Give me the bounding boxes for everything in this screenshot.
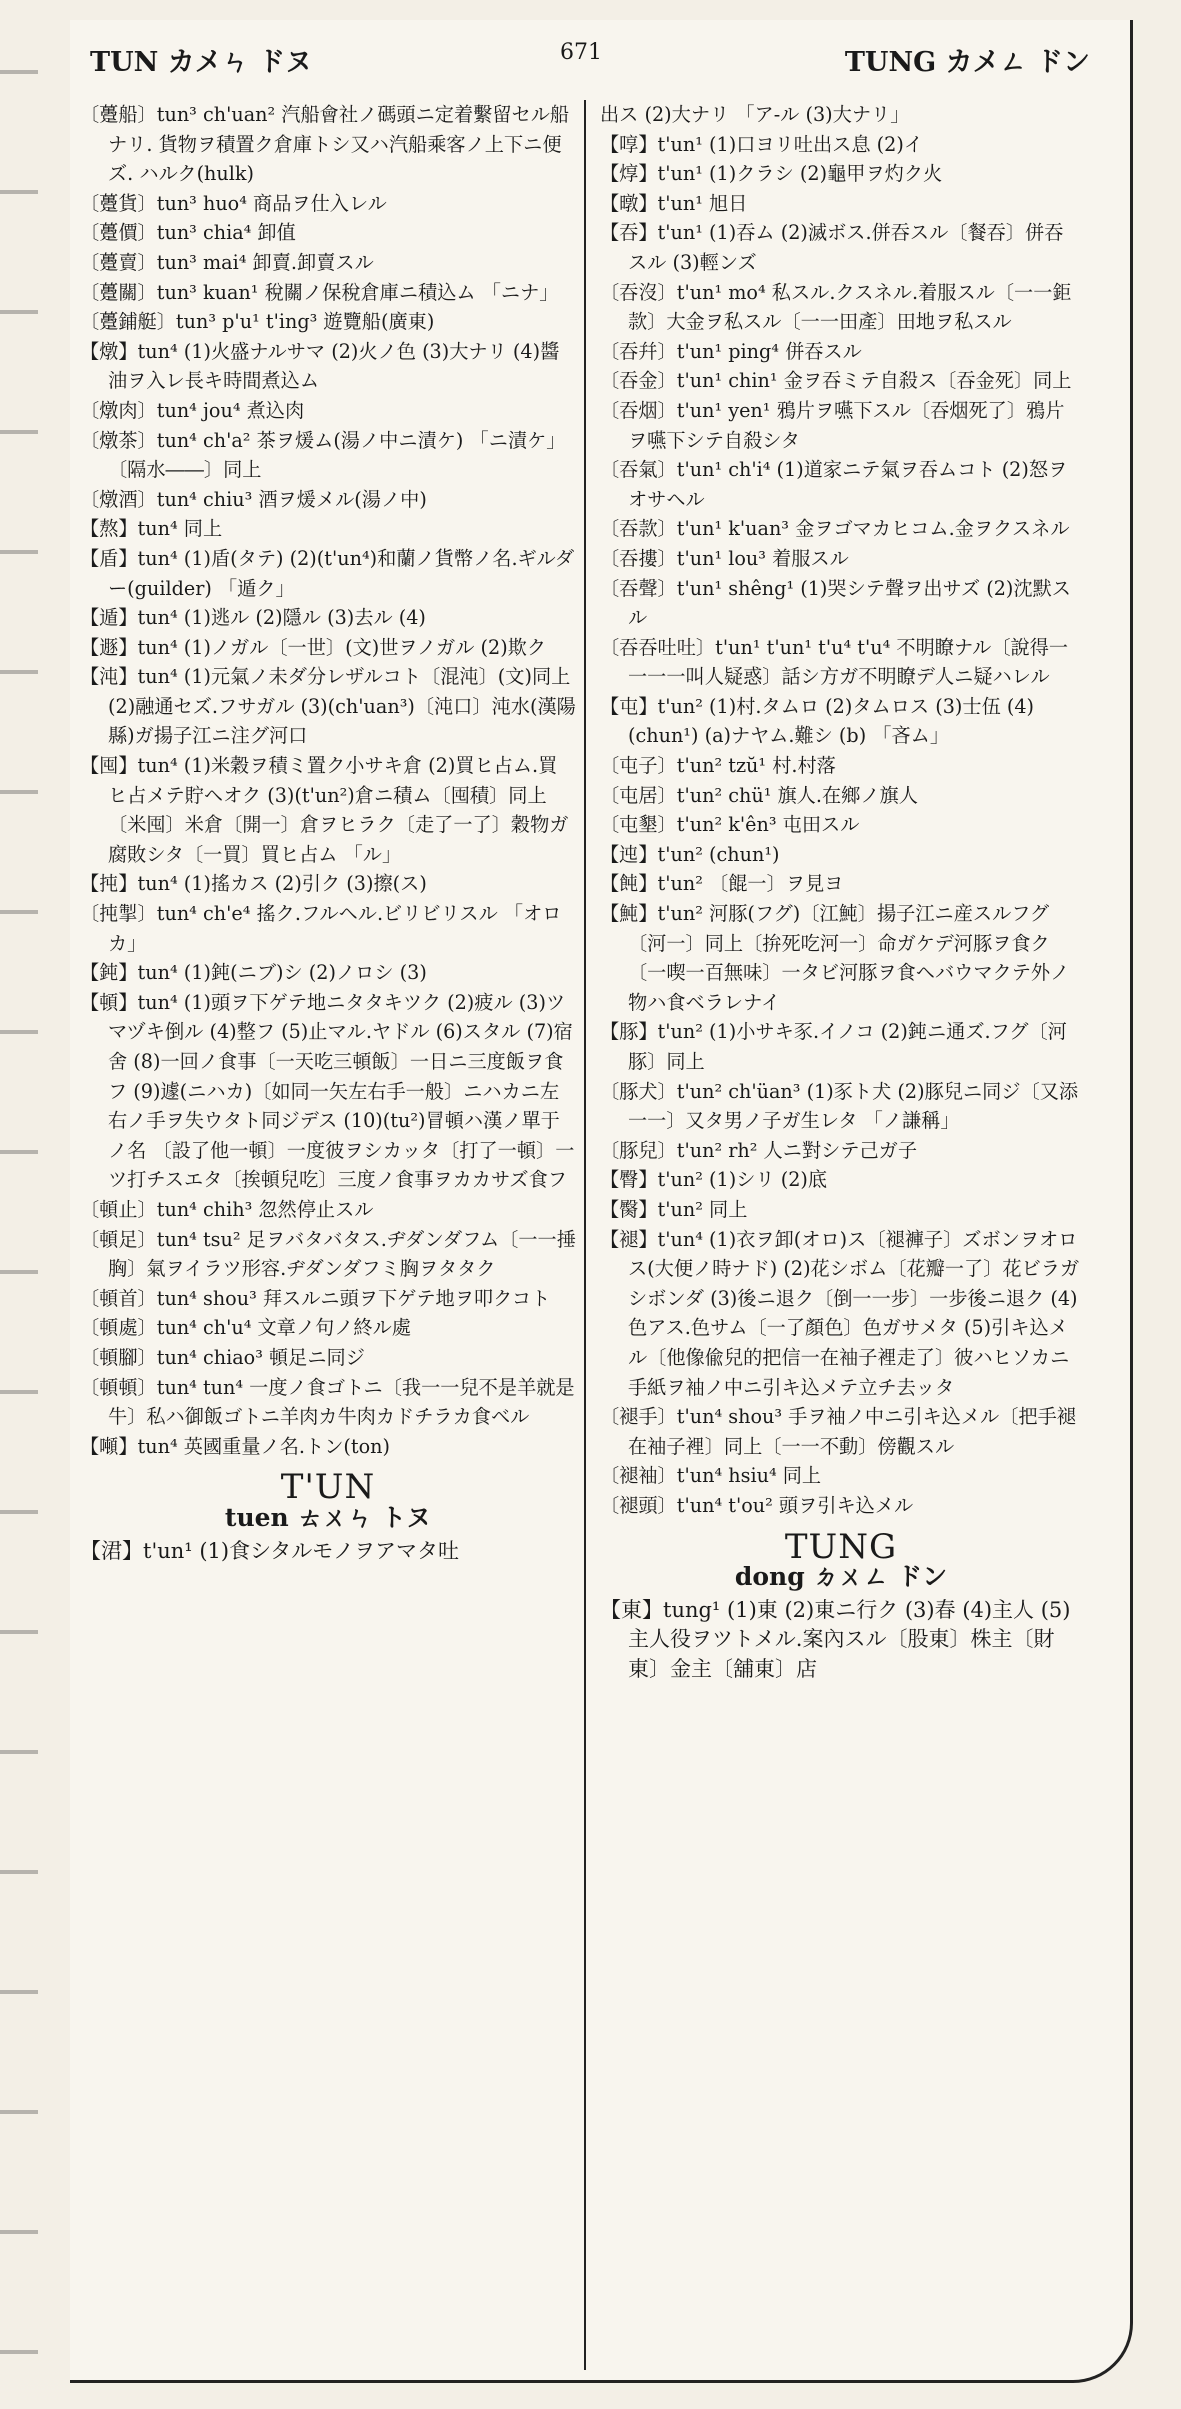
right-entry-list [600, 100, 1082, 1521]
dictionary-entry: 出ス (2)大ナリ 「ア-ル (3)大ナリ」 [600, 103, 910, 126]
section-heading-tung [600, 1526, 1082, 1592]
dictionary-entry: 〔屯子〕t'un² tzŭ¹ 村.村落 [600, 754, 836, 778]
dictionary-entry: 【豚】t'un² (1)小サキ豕.イノコ (2)鈍ニ通ズ.フグ〔河豚〕同上 [600, 1020, 1067, 1073]
dictionary-entry: 〔吞款〕t'un¹ k'uan³ 金ヲゴマカヒコム.金ヲクスネル [600, 517, 1070, 541]
dictionary-entry: 〔豚兒〕t'un² rh² 人ニ對シテ己ガ子 [600, 1138, 918, 1162]
dictionary-entry: 【頓】tun⁴ (1)頭ヲ下ゲテ地ニタタキツク (2)疲ル (3)ツマヅキ倒ル (4)整フ (5)止マル.ヤドル (6)スタル (7)宿舍 (8)一回ノ食事〔一天吃三頓飯〕一日ニ三度飯ヲ食フ (9)遽(ニハカ)〔如同一矢左右手一般〕ニハカニ左右ノ手ヲ失ウタト同ジデス (10)(tu²)冒頓ハ漢ノ單于ノ名 〔設了他一頓〕一度彼ヲシカッタ〔打了一頓〕一ツ打チスエタ〔挨頓兒吃〕三度ノ食事ヲカカサズ食フ [80, 990, 575, 1192]
page-binding-edge [0, 0, 38, 2409]
dictionary-entry: 〔吞聲〕t'un¹ shêng¹ (1)哭シテ聲ヲ出サズ (2)沈默スル [600, 576, 1071, 630]
dictionary-entry: 〔頓頓〕tun⁴ tun⁴ 一度ノ食ゴトニ〔我一一兒不是羊就是牛〕私ハ御飯ゴトニ羊肉カ牛肉カドチラカ食ベル [80, 1375, 575, 1429]
dictionary-entry: 【迍】t'un² (chun¹) [600, 842, 780, 866]
dictionary-entry: 〔頓腳〕tun⁴ chiao³ 頓足ニ同ジ [80, 1345, 365, 1369]
dictionary-entry: 〔褪手〕t'un⁴ shou³ 手ヲ袖ノ中ニ引キ込メル〔把手褪在袖子裡〕同上〔一一不動〕傍觀スル [600, 1405, 1076, 1458]
dictionary-entry: 【燉】tun⁴ (1)火盛ナルサマ (2)火ノ色 (3)大ナリ (4)醬油ヲ入レ長キ時間煮込ム [80, 339, 560, 393]
dictionary-entry: 【熬】tun⁴ 同上 [80, 517, 223, 541]
dictionary-entry: 【盾】tun⁴ (1)盾(タテ) (2)(t'un⁴)和蘭ノ貨幣ノ名.ギルダー(guilder) 「遁ク」 [80, 546, 575, 600]
section-title: TUNG [784, 1526, 898, 1567]
dictionary-entry: 〔躉賣〕tun³ mai⁴ 卸賣.卸賣スル [80, 250, 374, 274]
dictionary-entry: 〔吞幷〕t'un¹ ping⁴ 併吞スル [600, 339, 862, 363]
dictionary-entry: 〔褪袖〕t'un⁴ hsiu⁴ 同上 [600, 1464, 822, 1488]
section-title: T'UN [280, 1467, 376, 1508]
dictionary-entry: 【遁】tun⁴ (1)逃ル (2)隱ル (3)去ル (4) [80, 606, 426, 630]
dictionary-entry: 【沌】tun⁴ (1)元氣ノ未ダ分レザルコト〔混沌〕(文)同上 (2)融通セズ.フサガル (3)(ch'uan³)〔沌口〕沌水(漢陽縣)ガ揚子江ニ注グ河口 [80, 665, 576, 748]
dictionary-entry: 〔躉貨〕tun³ huo⁴ 商品ヲ仕入レル [80, 191, 387, 215]
dictionary-entry: 〔吞摟〕t'un¹ lou³ 着服スル [600, 546, 849, 570]
dictionary-entry: 【暾】t'un¹ 旭日 [600, 191, 748, 215]
dictionary-entry: 〔燉酒〕tun⁴ chiu³ 酒ヲ煖メル(湯ノ中) [80, 487, 427, 511]
dictionary-entry: 〔扽掣〕tun⁴ ch'e⁴ 搖ク.フルヘル.ビリビリスル 「オロカ」 [80, 902, 562, 955]
dictionary-entry: 〔屯居〕t'un² chü¹ 旗人.在鄉ノ旗人 [600, 783, 918, 807]
dictionary-entry: 【臋】t'un² 同上 [600, 1197, 748, 1221]
dictionary-entry: 〔吞吞吐吐〕t'un¹ t'un¹ t'u⁴ t'u⁴ 不明瞭ナル〔說得一一一一叫人疑惑〕話シ方ガ不明瞭デ人ニ疑ハレル [600, 635, 1069, 689]
section-heading-tun-aspirated [80, 1467, 576, 1532]
dictionary-entry: 【啍】t'un¹ (1)口ヨリ吐出ス息 (2)イ [600, 132, 924, 156]
right-column [600, 100, 1082, 2370]
dictionary-entry: 〔頓止〕tun⁴ chih³ 忽然停止スル [80, 1197, 374, 1221]
section-subtitle: dong ㄉㄨㄥ ドン [734, 1562, 948, 1592]
dictionary-entry: 〔躉價〕tun³ chia⁴ 卸值 [80, 221, 296, 245]
page-number: 671 [560, 40, 602, 65]
dictionary-entry: 〔吞沒〕t'un¹ mo⁴ 私スル.クスネル.着服スル〔一一鉅款〕大金ヲ私スル〔一一田產〕田地ヲ私スル [600, 280, 1072, 334]
dictionary-entry: 〔頓處〕tun⁴ ch'u⁴ 文章ノ句ノ終ル處 [80, 1316, 411, 1340]
dictionary-entry: 【焞】t'un¹ (1)クラシ (2)龜甲ヲ灼ク火 [600, 162, 943, 186]
dictionary-entry: 【魨】t'un² 河豚(フグ)〔江魨〕揚子江ニ産スルフグ〔河一〕同上〔拚死吃河一〕命ガケデ河豚ヲ食ク〔一喫一百無味〕一タビ河豚ヲ食ヘバウマクテ外ノ物ハ食ベラレナイ [600, 902, 1070, 1014]
left-column [80, 100, 586, 2370]
dictionary-entry: 【噸】tun⁴ 英國重量ノ名.トン(ton) [80, 1434, 390, 1458]
dictionary-entry: 〔頓足〕tun⁴ tsu² 足ヲバタバタス.ヂダンダフム〔一一捶胸〕氣ヲイラツ形容.ヂダンダフミ胸ヲタタク [80, 1227, 576, 1281]
dictionary-entry: 〔屯墾〕t'un² k'ên³ 屯田スル [600, 813, 860, 837]
left-entry-list [80, 100, 576, 1461]
dictionary-entry: 【臀】t'un² (1)シリ (2)底 [600, 1168, 828, 1192]
dictionary-entry: 【囤】tun⁴ (1)米穀ヲ積ミ置ク小サキ倉 (2)買ヒ占ム.買ヒ占メテ貯ヘオク (3)(t'un²)倉ニ積ム〔囤積〕同上〔米囤〕米倉〔開一〕倉ヲヒラク〔走了一了〕穀物ガ腐敗シタ〔一買〕買ヒ占ム 「ル」 [80, 754, 569, 866]
dictionary-entry: 【遯】tun⁴ (1)ノガル〔一世〕(文)世ヲノガル (2)欺ク [80, 635, 547, 659]
dictionary-entry: 【飩】t'un² 〔餛一〕ヲ見ヨ [600, 872, 844, 896]
dictionary-entry: 〔吞金〕t'un¹ chin¹ 金ヲ吞ミテ自殺ス〔吞金死〕同上 [600, 369, 1072, 393]
dictionary-entry: 〔豚犬〕t'un² ch'üan³ (1)豕ト犬 (2)豚兒ニ同ジ〔又添一一〕又タ男ノ子ガ生レタ 「ノ謙稱」 [600, 1079, 1079, 1133]
dictionary-entry: 〔燉茶〕tun⁴ ch'a² 茶ヲ煖ム(湯ノ中ニ漬ケ) 「ニ漬ケ」〔隔水――〕同上 [80, 428, 566, 482]
dictionary-entry: 〔頓首〕tun⁴ shou³ 拜スルニ頭ヲ下ゲテ地ヲ叩クコト [80, 1286, 551, 1310]
dictionary-entry: 【鈍】tun⁴ (1)鈍(ニブ)シ (2)ノロシ (3) [80, 961, 427, 985]
header-left-guide: TUN カメㄣ ドヌ [90, 47, 313, 78]
dictionary-entry: 〔躉鋪艇〕tun³ p'u¹ t'ing³ 遊覽船(廣東) [80, 310, 435, 334]
dictionary-entry: 【東】tung¹ (1)東 (2)東ニ行ク (3)春 (4)主人 (5)主人役ヲツトメル.案內スル〔股東〕株主〔財東〕金主〔舖東〕店 [600, 1597, 1071, 1681]
dictionary-entry: 〔躉船〕tun³ ch'uan² 汽船會社ノ碼頭ニ定着繫留セル船ナリ. 貨物ヲ積置ク倉庫トシ又ハ汽船乘客ノ上下ニ便ズ. ハルク(hulk) [80, 103, 570, 186]
dictionary-entry: 〔吞氣〕t'un¹ ch'i⁴ (1)道家ニテ氣ヲ吞ムコト (2)怒ヲオサヘル [600, 458, 1068, 511]
section-subtitle: tuen ㄊㄨㄣ トヌ [224, 1502, 432, 1532]
dictionary-entry: 【吞】t'un¹ (1)吞ム (2)滅ボス.併吞スル〔餐吞〕併吞スル (3)輕ンズ [600, 221, 1064, 274]
running-header [90, 40, 1090, 80]
dictionary-entry: 【涒】t'un¹ (1)食シタルモノヲアマタ吐 [80, 1538, 460, 1563]
dictionary-entry: 〔躉關〕tun³ kuan¹ 稅關ノ保稅倉庫ニ積込ム 「ニナ」 [80, 280, 559, 304]
header-right-guide: TUNG カメㄥ ドン [844, 47, 1090, 78]
dictionary-entry: 【褪】t'un⁴ (1)衣ヲ卸(オロ)ス〔褪褲子〕ズボンヲオロス(大便ノ時ナド) (2)花シボム〔花瓣一了〕花ビラガシボンダ (3)後ニ退ク〔倒一一步〕一步後ニ退ク (4)色アス.色サム〔一了顏色〕色ガサメタ (5)引キ込メル〔他像偸兒的把信一在袖子裡走了〕彼ハヒソカニ手紙ヲ袖ノ中ニ引キ込メテ立チ去ッタ [600, 1227, 1080, 1399]
dictionary-entry: 〔褪頭〕t'un⁴ t'ou² 頭ヲ引キ込メル [600, 1493, 914, 1517]
dictionary-entry: 〔燉肉〕tun⁴ jou⁴ 煮込肉 [80, 398, 305, 422]
dictionary-entry: 【扽】tun⁴ (1)搖カス (2)引ク (3)擦(ス) [80, 872, 427, 896]
dictionary-entry: 【屯】t'un² (1)村.タムロ (2)タムロス (3)士伍 (4)(chun¹) (a)ナヤム.難シ (b) 「吝ム」 [600, 694, 1035, 748]
dictionary-entry: 〔吞烟〕t'un¹ yen¹ 鴉片ヲ嚥下スル〔吞烟死了〕鴉片ヲ嚥下シテ自殺シタ [600, 398, 1065, 452]
